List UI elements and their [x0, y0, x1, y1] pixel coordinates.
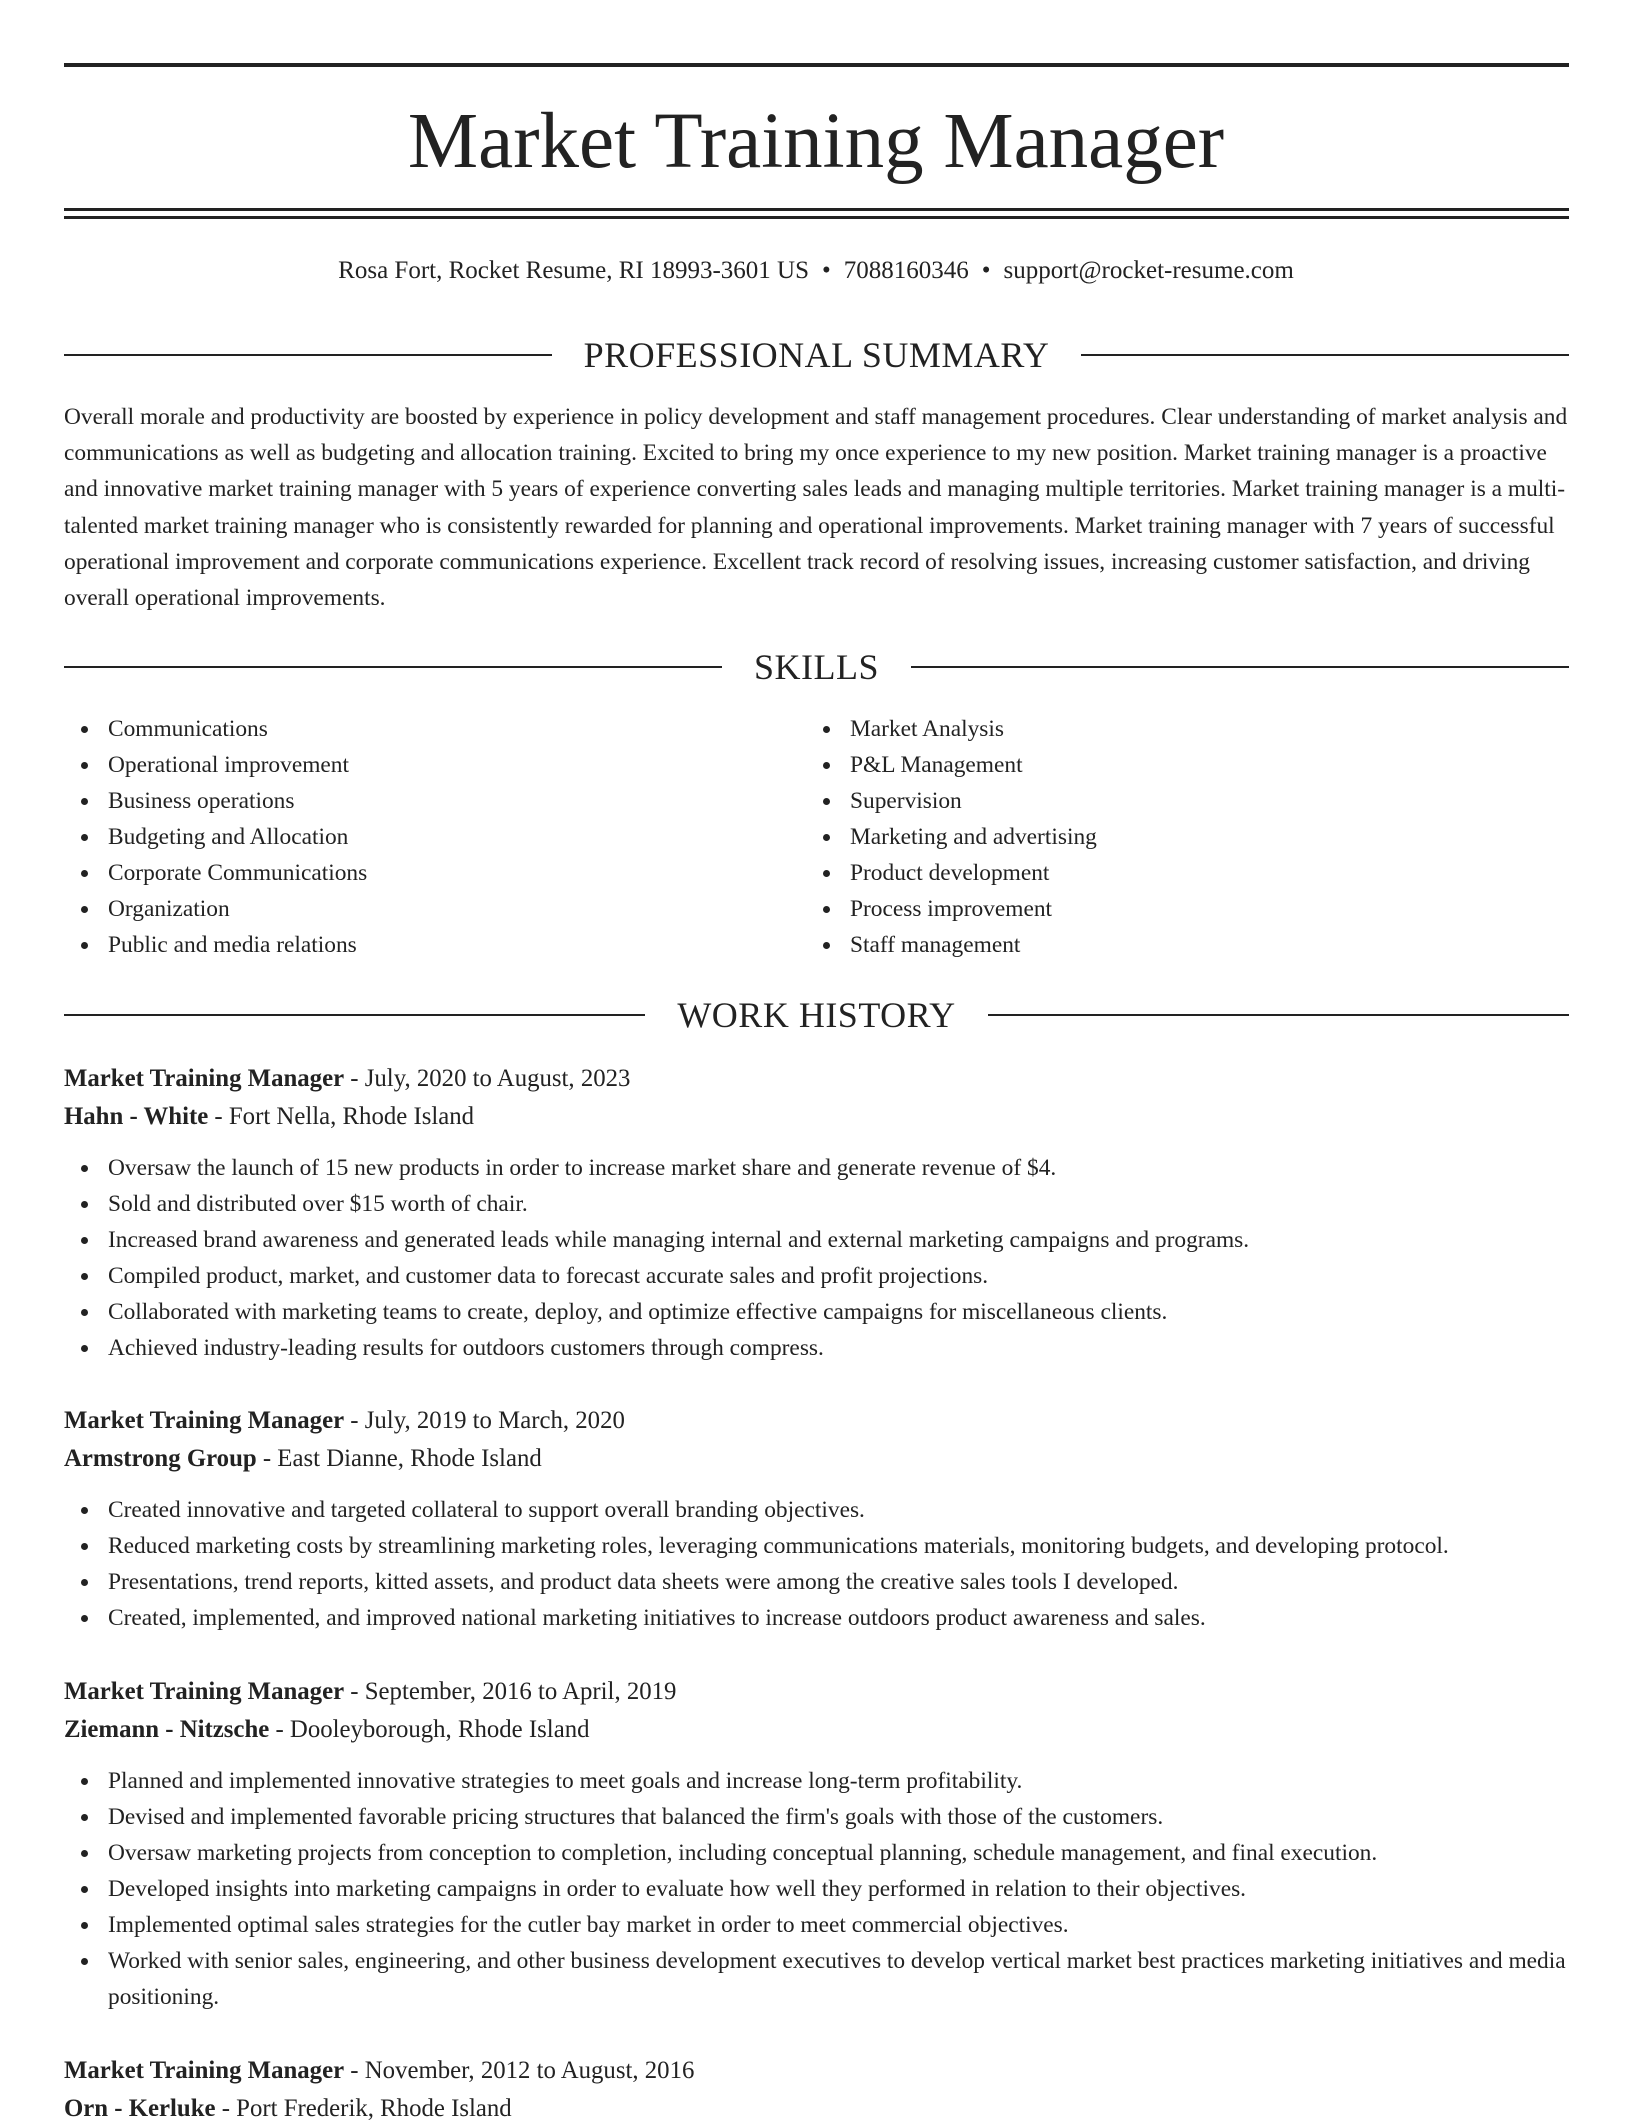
- job-location: - Dooleyborough, Rhode Island: [269, 1716, 590, 1743]
- work-section-header: [64, 993, 1569, 1037]
- section-rule: [64, 666, 722, 668]
- job-bullet: Oversaw marketing projects from conception to completion, including conceptual planning, schedule management, and final execution.: [64, 1835, 1569, 1871]
- skill-item: P&L Management: [806, 747, 1506, 783]
- skill-item: Staff management: [806, 927, 1506, 963]
- job-company: Ziemann - Nitzsche: [64, 1716, 270, 1743]
- job-title-line: [64, 2052, 1569, 2090]
- contact-email[interactable]: support@rocket-resume.com: [1003, 257, 1294, 284]
- job-bullet: Collaborated with marketing teams to create, deploy, and optimize effective campaigns for miscellaneous clients.: [64, 1294, 1569, 1330]
- job-bullet: Sold and distributed over $15 worth of chair.: [64, 1186, 1569, 1222]
- job-title-line: [64, 1673, 1569, 1711]
- section-rule: [911, 666, 1569, 668]
- job-title: Market Training Manager: [64, 1407, 345, 1434]
- job-bullet: Created, implemented, and improved national marketing initiatives to increase outdoors product awareness and sales.: [64, 1600, 1569, 1636]
- job-title: Market Training Manager: [64, 2057, 345, 2084]
- job-bullet: Devised and implemented favorable pricing structures that balanced the firm's goals with those of the customers.: [64, 1799, 1569, 1835]
- section-rule: [1081, 354, 1569, 356]
- contact-address: Rosa Fort, Rocket Resume, RI 18993-3601 US: [338, 257, 809, 284]
- job-dates: - July, 2019 to March, 2020: [344, 1407, 625, 1434]
- skills-list-right: [806, 711, 1506, 963]
- header-bottom-rule-1: [64, 208, 1569, 211]
- skill-item: Corporate Communications: [64, 855, 764, 891]
- resume-title: Market Training Manager: [407, 98, 1225, 185]
- job-entry: [64, 1673, 1569, 2015]
- job-company-line: [64, 1440, 1569, 1478]
- job-bullet: Achieved industry-leading results for outdoors customers through compress.: [64, 1330, 1569, 1366]
- job-entry: [64, 2052, 1569, 2128]
- job-bullet: Developed insights into marketing campaigns in order to evaluate how well they performed in relation to their objectives.: [64, 1871, 1569, 1907]
- job-bullet: Compiled product, market, and customer data to forecast accurate sales and profit projections.: [64, 1258, 1569, 1294]
- skill-item: Marketing and advertising: [806, 819, 1506, 855]
- job-bullet: Planned and implemented innovative strategies to meet goals and increase long-term profitability.: [64, 1763, 1569, 1799]
- section-rule: [988, 1014, 1569, 1016]
- header-top-rule: [64, 63, 1569, 67]
- job-company-line: [64, 1098, 1569, 1136]
- skill-item: Operational improvement: [64, 747, 764, 783]
- job-company-line: [64, 1711, 1569, 1749]
- job-entry: [64, 1060, 1569, 1366]
- job-bullet: Created innovative and targeted collateral to support overall branding objectives.: [64, 1492, 1569, 1528]
- job-location: - Fort Nella, Rhode Island: [208, 1103, 475, 1130]
- skill-item: Product development: [806, 855, 1506, 891]
- section-rule: [64, 354, 552, 356]
- job-bullet: Reduced marketing costs by streamlining marketing roles, leveraging communications materials, monitoring budgets, and developing protocol.: [64, 1528, 1569, 1564]
- skill-item: Supervision: [806, 783, 1506, 819]
- job-dates: - July, 2020 to August, 2023: [344, 1065, 631, 1092]
- job-bullet: Implemented optimal sales strategies for the cutler bay market in order to meet commercial objectives.: [64, 1907, 1569, 1943]
- job-bullet: Increased brand awareness and generated leads while managing internal and external marketing campaigns and programs.: [64, 1222, 1569, 1258]
- job-entry: [64, 1402, 1569, 1636]
- job-title: Market Training Manager: [64, 1678, 345, 1705]
- work-heading: WORK HISTORY: [677, 995, 956, 1035]
- contact-phone: 7088160346: [843, 257, 969, 284]
- job-title-line: [64, 1402, 1569, 1440]
- skill-item: Communications: [64, 711, 764, 747]
- summary-text: Overall morale and productivity are boosted by experience in policy development and staff management procedures. Clear understanding of market analysis and communications as well as budgeting and allocation training. Excited to bring my once experience to my new position. Market training manager is a proactive and innovative market training manager with 5 years of experience converting sales leads and managing multiple territories. Market training manager is a multi-talented market training manager who is consistently rewarded for planning and operational improvements. Market training manager with 7 years of successful operational improvement and corporate communications experience. Excellent track record of resolving issues, increasing customer satisfaction, and driving overall operational improvements.: [64, 404, 1568, 612]
- job-bullets: [64, 1492, 1569, 1636]
- skill-item: Public and media relations: [64, 927, 764, 963]
- skill-item: Organization: [64, 891, 764, 927]
- job-location: - East Dianne, Rhode Island: [256, 1445, 542, 1472]
- contact-line: [0, 254, 1632, 288]
- job-bullet: Worked with senior sales, engineering, and other business development executives to develop vertical market best practices marketing initiatives and media positioning.: [64, 1943, 1569, 2015]
- job-company: Hahn - White: [64, 1103, 209, 1130]
- skills-list-left: [64, 711, 764, 963]
- job-company: Armstrong Group: [64, 1445, 257, 1472]
- job-company-line: [64, 2090, 1569, 2128]
- section-rule: [64, 1014, 645, 1016]
- job-bullets: [64, 1763, 1569, 2015]
- job-company: Orn - Kerluke: [64, 2095, 216, 2122]
- header-bottom-rule-2: [64, 216, 1569, 219]
- job-title-line: [64, 1060, 1569, 1098]
- contact-separator: •: [981, 257, 991, 284]
- job-dates: - November, 2012 to August, 2016: [344, 2057, 695, 2084]
- job-location: - Port Frederik, Rhode Island: [215, 2095, 512, 2122]
- job-title: Market Training Manager: [64, 1065, 345, 1092]
- skill-item: Market Analysis: [806, 711, 1506, 747]
- skill-item: Business operations: [64, 783, 764, 819]
- job-dates: - September, 2016 to April, 2019: [344, 1678, 677, 1705]
- skills-section-header: [64, 645, 1569, 689]
- skill-item: Process improvement: [806, 891, 1506, 927]
- skills-heading: SKILLS: [754, 647, 880, 687]
- summary-section-header: [64, 333, 1569, 377]
- contact-separator: •: [822, 257, 831, 284]
- summary-heading: PROFESSIONAL SUMMARY: [583, 335, 1050, 375]
- job-bullets: [64, 1150, 1569, 1366]
- skill-item: Budgeting and Allocation: [64, 819, 764, 855]
- job-bullet: Oversaw the launch of 15 new products in order to increase market share and generate revenue of $4.: [64, 1150, 1569, 1186]
- job-bullet: Presentations, trend reports, kitted assets, and product data sheets were among the creative sales tools I developed.: [64, 1564, 1569, 1600]
